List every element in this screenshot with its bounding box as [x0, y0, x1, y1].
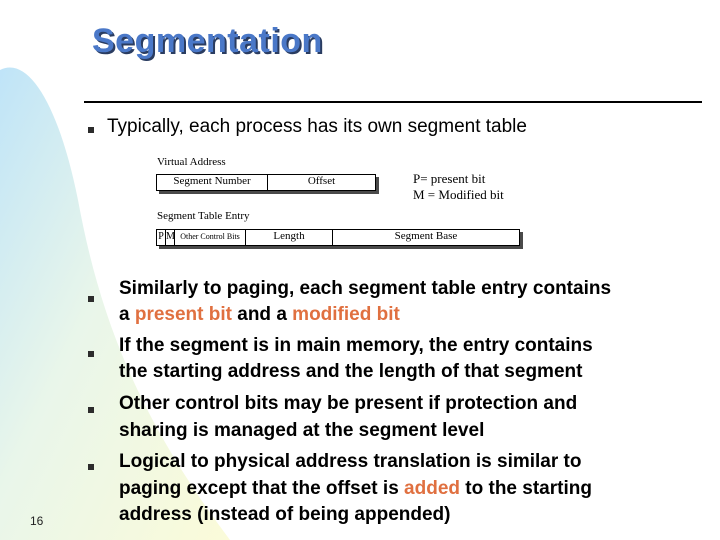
bullet-2-line-2: the starting address and the length of that segment — [119, 361, 583, 382]
length-cell: Length — [246, 230, 333, 245]
bullet-4-line-1: Logical to physical address translation is similar to — [119, 451, 582, 472]
m-bit-cell: M — [166, 230, 175, 245]
virtual-address-label: Virtual Address — [157, 156, 226, 168]
bullet-icon — [88, 407, 94, 413]
bullet-4-text-a: paging except that the offset is — [119, 478, 405, 499]
added-highlight: added — [404, 478, 460, 499]
bullet-icon — [88, 127, 94, 133]
segment-table-entry-box — [156, 229, 520, 246]
offset-cell: Offset — [307, 175, 336, 187]
present-bit-highlight: present bit — [134, 304, 232, 325]
segment-number-cell: Segment Number — [157, 175, 268, 190]
bullet-2-line-1: If the segment is in main memory, the entry contains — [119, 335, 593, 356]
page-number: 16 — [30, 514, 44, 528]
title-divider — [84, 101, 702, 103]
segment-table-entry-label: Segment Table Entry — [157, 210, 250, 222]
bullet-3-line-2: sharing is managed at the segment level — [119, 420, 485, 441]
bullet-icon — [88, 464, 94, 470]
bullet-icon — [88, 351, 94, 357]
bullet-4-line-3: address (instead of being appended) — [119, 504, 451, 525]
bullet-4-text-b: to the starting — [460, 478, 592, 499]
slide-title: Segmentation — [92, 22, 323, 60]
bullet-1-text-b: and a — [231, 304, 293, 325]
bullet-1-text-a: a — [119, 304, 135, 325]
legend-present-bit: P= present bit — [413, 171, 486, 186]
other-control-bits-cell: Other Control Bits — [175, 230, 246, 245]
bullet-icon — [88, 296, 94, 302]
bullet-1-line-2 — [119, 302, 400, 329]
p-bit-cell: P — [157, 230, 166, 245]
legend-modified-bit: M = Modified bit — [413, 187, 504, 202]
intro-text: Typically, each process has its own segment table — [107, 116, 527, 137]
virtual-address-box — [156, 174, 376, 191]
modified-bit-highlight: modified bit — [292, 304, 400, 325]
bullet-1-line-1: Similarly to paging, each segment table entry contains — [119, 278, 612, 299]
bullet-3-line-1: Other control bits may be present if protection and — [119, 393, 578, 414]
bullet-4-line-2 — [119, 476, 592, 503]
segment-base-cell: Segment Base — [394, 230, 458, 242]
